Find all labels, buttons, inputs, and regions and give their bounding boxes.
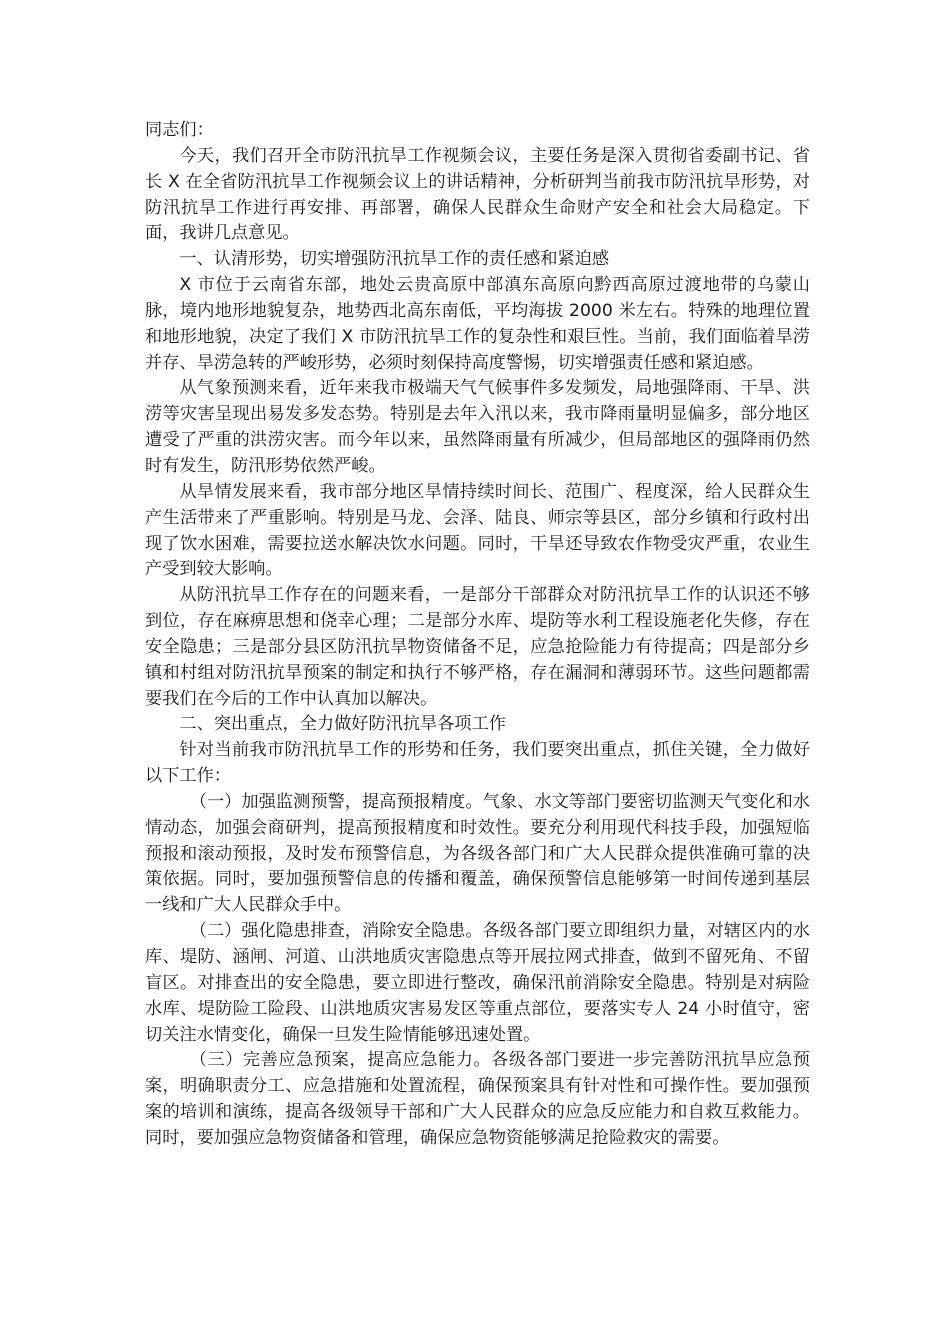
paragraph-location: X 市位于云南省东部，地处云贵高原中部滇东高原向黔西高原过渡地带的乌蒙山脉，境内地形地貌复杂，地势西北高东南低，平均海拔 2000 米左右。特殊的地理位置和地形地貌，决定了我们 X 市防汛抗旱工作的复杂性和艰巨性。当前，我们面临着旱涝并存、旱涝急转的严峻形势，必须时刻保持高度警惕，切实增强责任感和紧迫感。 <box>145 275 810 373</box>
paragraph-task-3: （三）完善应急预案，提高应急能力。各级各部门要进一步完善防汛抗旱应急预案，明确职责分工、应急措施和处置流程，确保预案具有针对性和可操作性。要加强预案的培训和演练，提高各级领导干部和广大人民群众的应急反应能力和自救互救能力。同时，要加强应急物资储备和管理，确保应急物资能够满足抢险救灾的需要。 <box>145 1050 810 1148</box>
paragraph-intro-tasks: 针对当前我市防汛抗旱工作的形势和任务，我们要突出重点，抓住关键，全力做好以下工作： <box>145 740 810 787</box>
paragraph-task-2: （二）强化隐患排查，消除安全隐患。各级各部门要立即组织力量，对辖区内的水库、堤防、涵闸、河道、山洪地质灾害隐患点等开展拉网式排查，做到不留死角、不留盲区。对排查出的安全隐患，要立即进行整改，确保汛前消除安全隐患。特别是对病险水库、堤防险工险段、山洪地质灾害易发区等重点部位，要落实专人 24 小时值守，密切关注水情变化，确保一旦发生险情能够迅速处置。 <box>145 921 810 1045</box>
paragraph-weather: 从气象预测来看，近年来我市极端天气气候事件多发频发，局地强降雨、干旱、洪涝等灾害呈现出易发多发态势。特别是去年入汛以来，我市降雨量明显偏多，部分地区遭受了严重的洪涝灾害。而今年以来，虽然降雨量有所减少，但局部地区的强降雨仍然时有发生，防汛形势依然严峻。 <box>145 378 810 476</box>
section-heading-1: 一、认清形势，切实增强防汛抗旱工作的责任感和紧迫感 <box>179 249 610 270</box>
section-heading-2: 二、突出重点，全力做好防汛抗旱各项工作 <box>179 714 506 735</box>
salutation: 同志们： <box>145 120 214 140</box>
document-body <box>145 118 810 1152</box>
opening-paragraph: 今天，我们召开全市防汛抗旱工作视频会议，主要任务是深入贯彻省委副书记、省长 X 在全省防汛抗旱工作视频会议上的讲话精神，分析研判当前我市防汛抗旱形势，对防汛抗旱工作进行再安排、再部署，确保人民群众生命财产安全和社会大局稳定。下面，我讲几点意见。 <box>145 145 810 244</box>
paragraph-problems: 从防汛抗旱工作存在的问题来看，一是部分干部群众对防汛抗旱工作的认识还不够到位，存在麻痹思想和侥幸心理；二是部分水库、堤防等水利工程设施老化失修，存在安全隐患；三是部分县区防汛抗旱物资储备不足，应急抢险能力有待提高；四是部分乡镇和村组对防汛抗旱预案的制定和执行不够严格，存在漏洞和薄弱环节。这些问题都需要我们在今后的工作中认真加以解决。 <box>145 585 810 709</box>
paragraph-drought: 从旱情发展来看，我市部分地区旱情持续时间长、范围广、程度深，给人民群众生产生活带来了严重影响。特别是马龙、会泽、陆良、师宗等县区，部分乡镇和行政村出现了饮水困难，需要拉送水解决饮水问题。同时，干旱还导致农作物受灾严重，农业生产受到较大影响。 <box>145 481 810 580</box>
paragraph-task-1: （一）加强监测预警，提高预报精度。气象、水文等部门要密切监测天气变化和水情动态，加强会商研判，提高预报精度和时效性。要充分利用现代科技手段，加强短临预报和滚动预报，及时发布预警信息，为各级各部门和广大人民群众提供准确可靠的决策依据。同时，要加强预警信息的传播和覆盖，确保预警信息能够第一时间传递到基层一线和广大人民群众手中。 <box>145 791 810 916</box>
